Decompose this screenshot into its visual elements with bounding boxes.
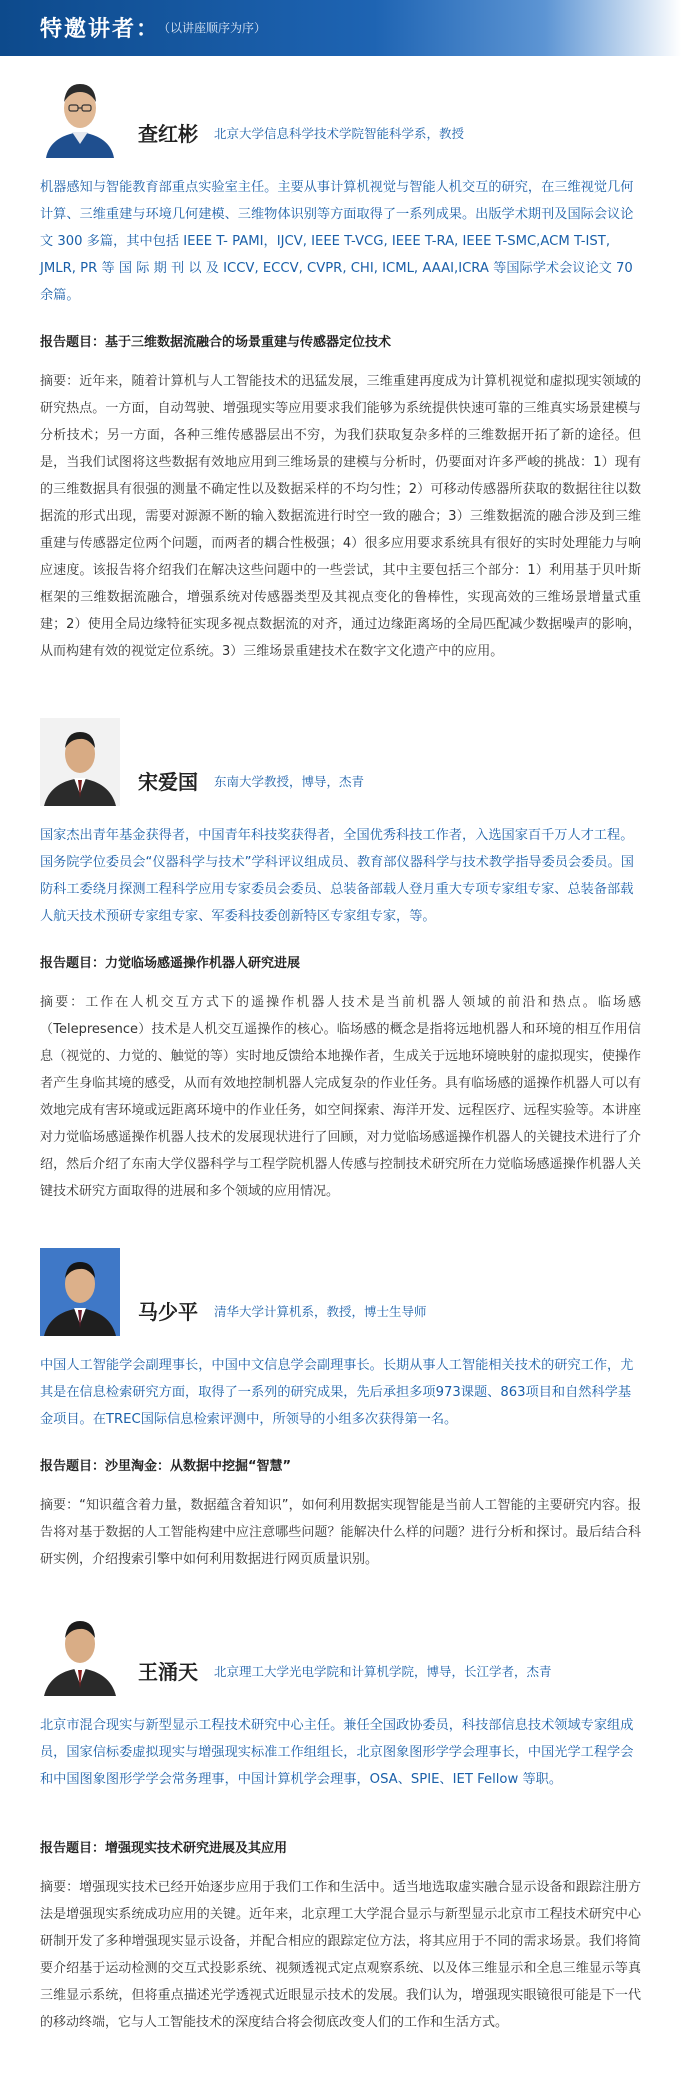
speaker-card (0, 70, 681, 665)
header-banner (0, 0, 681, 56)
speaker-card (0, 718, 681, 1205)
avatar (40, 718, 120, 806)
talk-title: 报告题目：力觉临场感遥操作机器人研究进展 (40, 956, 301, 971)
header-subtitle: （以讲座顺序为序） (158, 21, 267, 35)
talk-abstract: 摘要：增强现实技术已经开始逐步应用于我们工作和生活中。适当地选取虚实融合显示设备和跟踪注册方法是增强现实系统成功应用的关键。近年来，北京理工大学混合显示与新型显示北京市工程技术研究中心研制开发了多种增强现实显示设备，并配合相应的跟踪定位方法，将其应用于不同的需求场景。我们将简要介绍基于运动检测的交互式投影系统、视频透视式定点观察系统、以及体三维显示和全息三维显示等真三维显示系统，但将重点描述光学透视式近眼显示技术的发展。我们认为，增强现实眼镜很可能是下一代的移动终端，它与人工智能技术的深度结合将会彻底改变人们的工作和生活方式。 (40, 1880, 641, 2030)
avatar (40, 1248, 120, 1336)
speaker-bio: 北京市混合现实与新型显示工程技术研究中心主任。兼任全国政协委员，科技部信息技术领域专家组成员，国家信标委虚拟现实与增强现实标准工作组组长，北京图象图形学学会理事长，中国光学工程学会和中国图象图形学学会常务理事，中国计算机学会理事，OSA、SPIE、IET Fellow 等职。 (40, 1718, 634, 1787)
avatar (40, 70, 120, 158)
speaker-affiliation: 北京大学信息科学技术学院智能科学系，教授 (214, 126, 465, 141)
speaker-bio: 中国人工智能学会副理事长，中国中文信息学会副理事长。长期从事人工智能相关技术的研究工作，尤其是在信息检索研究方面，取得了一系列的研究成果，先后承担多项973课题、863项目和自然科学基金项目。在TREC国际信息检索评测中，所领导的小组多次获得第一名。 (40, 1358, 634, 1427)
speaker-bio: 国家杰出青年基金获得者，中国青年科技奖获得者，全国优秀科技工作者，入选国家百千万人才工程。国务院学位委员会“仪器科学与技术”学科评议组成员、教育部仪器科学与技术教学指导委员会委员。国防科工委绕月探测工程科学应用专家委员会委员、总装备部载人登月重大专项专家组专家、总装备部载人航天技术预研专家组专家、军委科技委创新特区专家组专家，等。 (40, 828, 634, 924)
speaker-affiliation: 清华大学计算机系，教授，博士生导师 (214, 1304, 427, 1319)
talk-abstract: 摘要：“知识蕴含着力量，数据蕴含着知识”，如何利用数据实现智能是当前人工智能的主要研究内容。报告将对基于数据的人工智能构建中应注意哪些问题？能解决什么样的问题？进行分析和探讨。最后结合科研实例，介绍搜索引擎中如何利用数据进行网页质量识别。 (40, 1498, 641, 1567)
talk-abstract: 摘要：工作在人机交互方式下的遥操作机器人技术是当前机器人领域的前沿和热点。临场感（Telepresence）技术是人机交互遥操作的核心。临场感的概念是指将远地机器人和环境的相互作用信息（视觉的、力觉的、触觉的等）实时地反馈给本地操作者，生成关于远地环境映射的虚拟现实，使操作者产生身临其境的感受，从而有效地控制机器人完成复杂的作业任务。具有临场感的遥操作机器人可以有效地完成有害环境或远距离环境中的作业任务，如空间探索、海洋开发、远程医疗、远程实验等。本讲座对力觉临场感遥操作机器人技术的发展现状进行了回顾，对力觉临场感遥操作机器人的关键技术进行了介绍，然后介绍了东南大学仪器科学与工程学院机器人传感与控制技术研究所在力觉临场感遥操作机器人关键技术研究方面取得的进展和多个领域的应用情况。 (40, 995, 641, 1199)
speaker-bio: 机器感知与智能教育部重点实验室主任。主要从事计算机视觉与智能人机交互的研究，在三维视觉几何计算、三维重建与环境几何建模、三维物体识别等方面取得了一系列成果。出版学术期刊及国际会议论文 300 多篇，其中包括 IEEE T- PAMI，IJCV, IEEE T-VCG, IEEE T-RA, IEEE T-SMC,ACM T-IST, JMLR, PR 等 国 际 期 刊 以 及 ICCV, ECCV, CVPR, CHI, ICML, AAAI,ICRA 等国际学术会议论文 70 余篇。 (40, 180, 634, 303)
talk-title: 报告题目：基于三维数据流融合的场景重建与传感器定位技术 (40, 335, 392, 350)
speaker-affiliation: 北京理工大学光电学院和计算机学院，博导，长江学者，杰青 (214, 1664, 552, 1679)
talk-abstract: 摘要：近年来，随着计算机与人工智能技术的迅猛发展，三维重建再度成为计算机视觉和虚拟现实领域的研究热点。一方面，自动驾驶、增强现实等应用要求我们能够为系统提供快速可靠的三维真实场景建模与分析技术；另一方面，各种三维传感器层出不穷，为我们获取复杂多样的三维数据开拓了新的途径。但是，当我们试图将这些数据有效地应用到三维场景的建模与分析时，仍要面对许多严峻的挑战：1）现有的三维数据具有很强的测量不确定性以及数据采样的不均匀性；2）可移动传感器所获取的数据往往以数据流的形式出现，需要对源源不断的输入数据流进行时空一致的融合；3）三维数据流的融合涉及到三维重建与传感器定位两个问题，而两者的耦合性极强；4）很多应用要求系统具有很好的实时处理能力与响应速度。该报告将介绍我们在解决这些问题中的一些尝试，其中主要包括三个部分：1）利用基于贝叶斯框架的三维数据流融合，增强系统对传感器类型及其视点变化的鲁棒性，实现高效的三维场景增量式重建；2）使用全局边缘特征实现多视点数据流的对齐，通过边缘距离场的全局匹配减少数据噪声的影响，从而构建有效的视觉定位系统。3）三维场景重建技术在数字文化遗产中的应用。 (40, 374, 641, 659)
header-title: 特邀讲者： (40, 17, 161, 42)
avatar (40, 1608, 120, 1696)
speaker-affiliation: 东南大学教授，博导，杰青 (214, 774, 365, 789)
talk-title: 报告题目：沙里淘金：从数据中挖掘“智慧” (40, 1459, 292, 1474)
speaker-name: 王涌天 (138, 1660, 198, 1684)
speaker-name: 宋爱国 (138, 770, 198, 794)
speaker-card (0, 1248, 681, 1573)
speaker-card (0, 1608, 681, 2036)
speaker-name: 查红彬 (138, 122, 198, 146)
talk-title: 报告题目：增强现实技术研究进展及其应用 (40, 1841, 288, 1856)
speaker-name: 马少平 (138, 1300, 198, 1324)
